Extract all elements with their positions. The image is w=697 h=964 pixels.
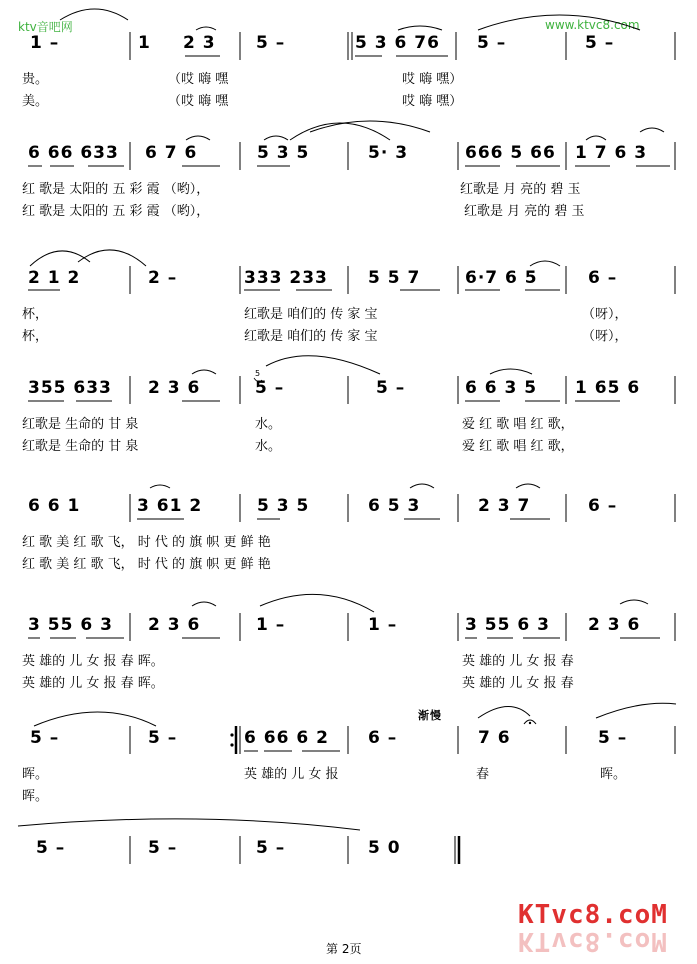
note-group: 5 3 6 76	[355, 33, 440, 53]
note-group: 6·7 6 5	[465, 268, 538, 288]
watermark-top-left: ktv音吧网	[18, 20, 73, 34]
note-group: 5 –	[30, 728, 60, 748]
svg-text:5: 5	[255, 369, 261, 378]
lyric-line-1: （哎 嗨 嘿	[168, 72, 229, 87]
note-group: 2 3 7	[478, 496, 531, 516]
note-group: 1 65 6	[575, 378, 641, 398]
lyric-line-1: 晖。	[600, 767, 627, 782]
note-group: 5 –	[376, 378, 406, 398]
fermata-icon	[524, 720, 536, 724]
lyric-line-2: （呀），	[582, 329, 628, 344]
lyric-line-1: 哎 嗨 嘿）	[402, 72, 463, 87]
note-group: 2 3	[183, 33, 216, 53]
note-group: 5 –	[598, 728, 628, 748]
note-group: 1	[138, 33, 151, 53]
lyric-line-2: 美。	[22, 94, 49, 109]
note-group: 5· 3	[368, 143, 409, 163]
note-group: 333 233	[244, 268, 328, 288]
lyric-line-2: 红歌是 月 亮的 碧 玉	[464, 204, 585, 219]
lyric-line-1: 英 雄的 儿 女 报 春 晖。	[22, 654, 164, 669]
lyric-line-2: 爱 红 歌 唱 红 歌，	[462, 439, 574, 454]
note-group: 2 3 6	[588, 615, 641, 635]
site-logo-reflection: KTvc8.coM	[518, 926, 668, 956]
lyric-line-1: 红 歌是 太阳的 五 彩 霞 （哟），	[22, 182, 210, 197]
note-group: 6 –	[368, 728, 398, 748]
note-group: 2 –	[148, 268, 178, 288]
tempo-mark: 渐慢	[418, 709, 442, 722]
note-group: 3 61 2	[137, 496, 203, 516]
lyric-line-1: 贵。	[22, 72, 49, 87]
note-group: 6 –	[588, 496, 618, 516]
note-group: 6 7 6	[145, 143, 198, 163]
lyric-line-2: （哎 嗨 嘿	[168, 94, 229, 109]
note-group: 7 6	[478, 728, 511, 748]
lyric-line-2: 红 歌是 太阳的 五 彩 霞 （哟），	[22, 204, 210, 219]
note-group: 1 7 6 3	[575, 143, 648, 163]
note-group: 2 1 2	[28, 268, 81, 288]
lyric-line-1: 红歌是 月 亮的 碧 玉	[460, 182, 581, 197]
repeat-dots	[230, 733, 233, 746]
note-group: 5 3 5	[257, 496, 310, 516]
note-group: 5 –	[255, 378, 285, 398]
note-group: 5 –	[148, 728, 178, 748]
lyric-line-2: 晖。	[22, 789, 49, 804]
lyric-line-2: 英 雄的 儿 女 报 春	[462, 676, 574, 691]
lyric-line-1: 英 雄的 儿 女 报	[244, 767, 339, 782]
note-group: 5 –	[477, 33, 507, 53]
lyric-line-1: 红歌是 生命的 甘 泉	[22, 417, 139, 432]
lyric-line-2: 英 雄的 儿 女 报 春 晖。	[22, 676, 164, 691]
lyric-line-2: 红歌是 咱们的 传 家 宝	[244, 329, 378, 344]
beam-underlines	[28, 56, 670, 751]
lyric-line-1: 英 雄的 儿 女 报 春	[462, 654, 574, 669]
lyric-line-2: 红歌是 生命的 甘 泉	[22, 439, 139, 454]
note-group: 6 6 3 5	[465, 378, 538, 398]
note-group: 6 66 6 2	[244, 728, 329, 748]
lyric-line-2: 杯，	[22, 329, 49, 344]
note-group: 5 –	[256, 33, 286, 53]
note-group: 5 –	[148, 838, 178, 858]
note-group: 1 –	[30, 33, 60, 53]
note-group: 1 –	[256, 615, 286, 635]
note-group: 5 3 5	[257, 143, 310, 163]
lyric-line-1: 爱 红 歌 唱 红 歌，	[462, 417, 574, 432]
note-group: 6 5 3	[368, 496, 421, 516]
note-group: 6 66 633	[28, 143, 119, 163]
note-group: 6 –	[588, 268, 618, 288]
note-group: 1 –	[368, 615, 398, 635]
lyric-line-1: 杯，	[22, 307, 49, 322]
note-group: 666 5 66	[465, 143, 556, 163]
note-group: 6 6 1	[28, 496, 81, 516]
site-logo: KTvc8.coM	[518, 900, 668, 930]
lyric-line-1: 春	[476, 767, 490, 782]
lyric-line-1: 红歌是 咱们的 传 家 宝	[244, 307, 378, 322]
note-group: 5 –	[36, 838, 66, 858]
note-group: 5 –	[256, 838, 286, 858]
lyric-line-2: 哎 嗨 嘿）	[402, 94, 463, 109]
lyric-line-1: 红 歌 美 红 歌 飞， 时 代 的 旗 帜 更 鲜 艳	[22, 535, 271, 550]
note-group: 2 3 6	[148, 378, 201, 398]
lyric-line-1: 晖。	[22, 767, 49, 782]
lyric-line-1: （呀），	[582, 307, 628, 322]
watermark-top-right: www.ktvc8.com	[545, 18, 640, 32]
note-group: 5 5 7	[368, 268, 421, 288]
note-group: 5 0	[368, 838, 401, 858]
lyric-line-1: 水。	[255, 417, 282, 432]
page-number: 第 2页	[326, 942, 362, 956]
lyric-line-2: 水。	[255, 439, 282, 454]
note-group: 355 633	[28, 378, 112, 398]
note-group: 5 –	[585, 33, 615, 53]
note-group: 2 3 6	[148, 615, 201, 635]
note-group: 3 55 6 3	[465, 615, 550, 635]
note-group: 3 55 6 3	[28, 615, 113, 635]
lyric-line-2: 红 歌 美 红 歌 飞， 时 代 的 旗 帜 更 鲜 艳	[22, 557, 271, 572]
